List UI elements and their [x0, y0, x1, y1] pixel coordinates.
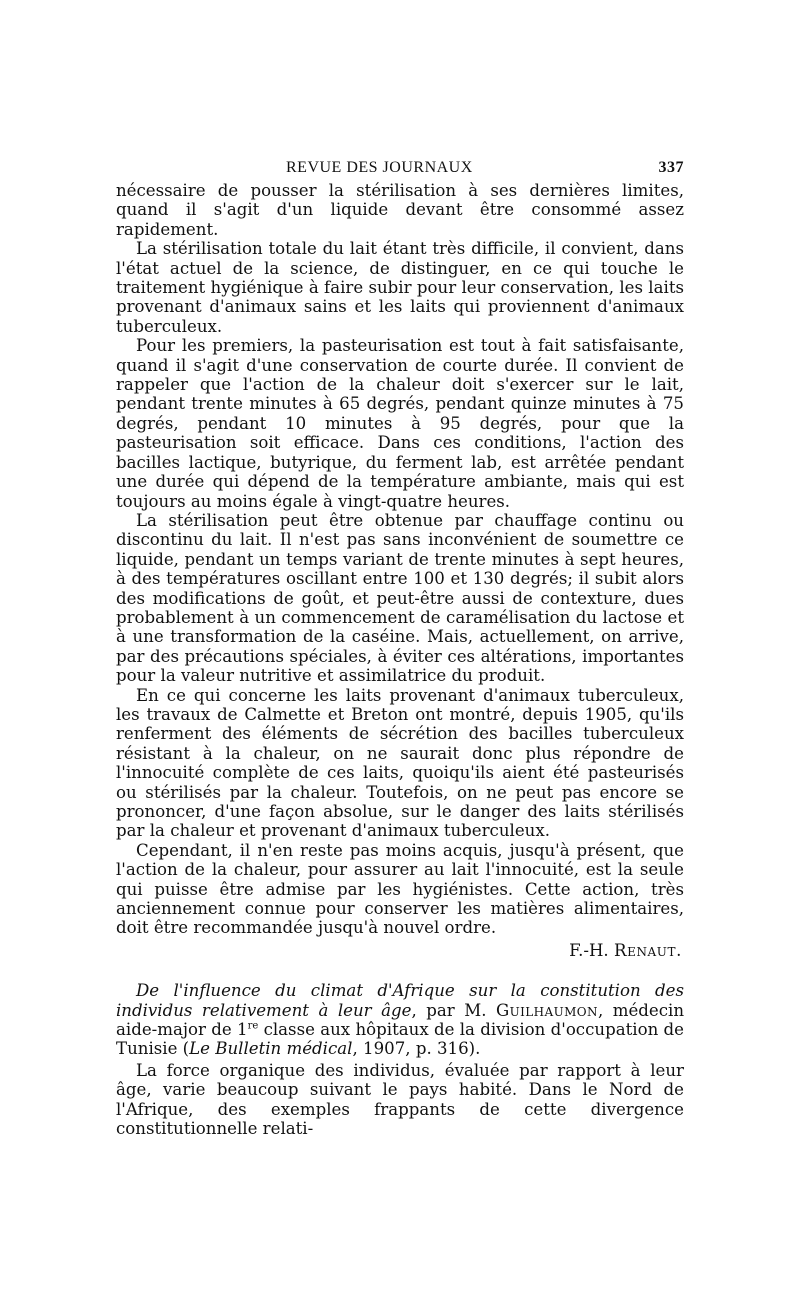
journal-name: Le Bulletin médical [189, 1039, 353, 1059]
article-body [116, 181, 684, 938]
signature-name: Renaut. [613, 940, 682, 960]
author-signature [116, 941, 684, 960]
running-title: REVUE DES JOURNAUX [286, 159, 473, 176]
paragraph: En ce qui concerne les laits provenant d'animaux tuberculeux, les travaux de Calmette et Breton ont montré, depuis 1905, qu'ils renferment des éléments de sécrétion des bacilles tuberculeux résistant à la chaleur, on ne saurait donc plus répondre de l'innocuité complète de ces laits, quoiqu'ils aient été pasteurisés ou stérilisés par la chaleur. Toutefois, on ne peut pas encore se prononcer, d'une façon absolue, sur le danger des laits stérilisés par la chaleur et provenant d'animaux tuberculeux. [116, 685, 684, 841]
article-body-2 [116, 1061, 684, 1139]
ordinal-superscript: re [247, 1020, 259, 1032]
document-page [116, 155, 684, 1139]
paragraph: Pour les premiers, la pasteurisation est tout à fait satisfaisante, quand il s'agit d'une conservation de courte durée. Il convient de rappeler que l'action de la chaleur doit s'exercer sur le lait, pendant trente minutes à 65 degrés, pendant quinze minutes à 75 degrés, pendant 10 minutes à 95 degrés, pour que la pasteurisation soit efficace. Dans ces conditions, l'action des bacilles lactique, butyrique, du ferment lab, est arrêtée pendant une durée qui dépend de la température ambiante, mais qui est toujours au moins égale à vingt-quatre heures. [116, 336, 684, 511]
article-heading [116, 981, 684, 1059]
paragraph: La stérilisation totale du lait étant très difficile, il convient, dans l'état actuel de la science, de distinguer, en ce qui touche le traitement hygiénique à faire subir pour leur conservation, les laits provenant d'animaux sains et les laits qui proviennent d'animaux tuberculeux. [116, 239, 684, 336]
journal-citation: , 1907, p. 316). [352, 1039, 481, 1059]
signature-initials: F.-H. [569, 940, 609, 960]
article-title: De l'influence du climat d'Afrique sur la constitution des individus relativement à leur âge [116, 981, 684, 1020]
article-byline: , par M. [411, 1000, 496, 1020]
paragraph: La force organique des individus, évaluée par rapport à leur âge, varie beaucoup suivant le pays habité. Dans le Nord de l'Afrique, des exemples frappants de cette divergence constitutionnelle relati- [116, 1060, 684, 1139]
paragraph: La stérilisation peut être obtenue par chauffage continu ou discontinu du lait. Il n'est pas sans inconvénient de soumettre ce liquide, pendant un temps variant de trente minutes à sept heures, à des températures oscillant entre 100 et 130 degrés; il subit alors des modifications de goût, et peut-être aussi de contexture, dues probablement à un commencement de caramélisation du lactose et à une transformation de la caséine. Mais, actuellement, on arrive, par des précautions spéciales, à éviter ces altérations, importantes pour la valeur nutritive et assimilatrice du produit. [116, 510, 684, 686]
article-role: , médecin aide-major de 1 [116, 1000, 685, 1040]
paragraph: Cependant, il n'en reste pas moins acquis, jusqu'à présent, que l'action de la chaleur, pour assurer au lait l'innocuité, est la seule qui puisse être admise par les hygiénistes. Cette action, très anciennement connue pour conserver les matières alimentaires, doit être recommandée jusqu'à nouvel ordre. [116, 840, 684, 938]
paragraph: nécessaire de pousser la stérilisation à ses dernières limites, quand il s'agit d'un liquide devant être consommé assez rapidement. [116, 181, 684, 239]
article-author: Guilhaumon [495, 1000, 598, 1020]
article-role-cont: classe aux hôpitaux de la division d'occupation de Tunisie ( [116, 1020, 684, 1059]
running-head [116, 155, 684, 181]
page-number: 337 [658, 159, 684, 176]
